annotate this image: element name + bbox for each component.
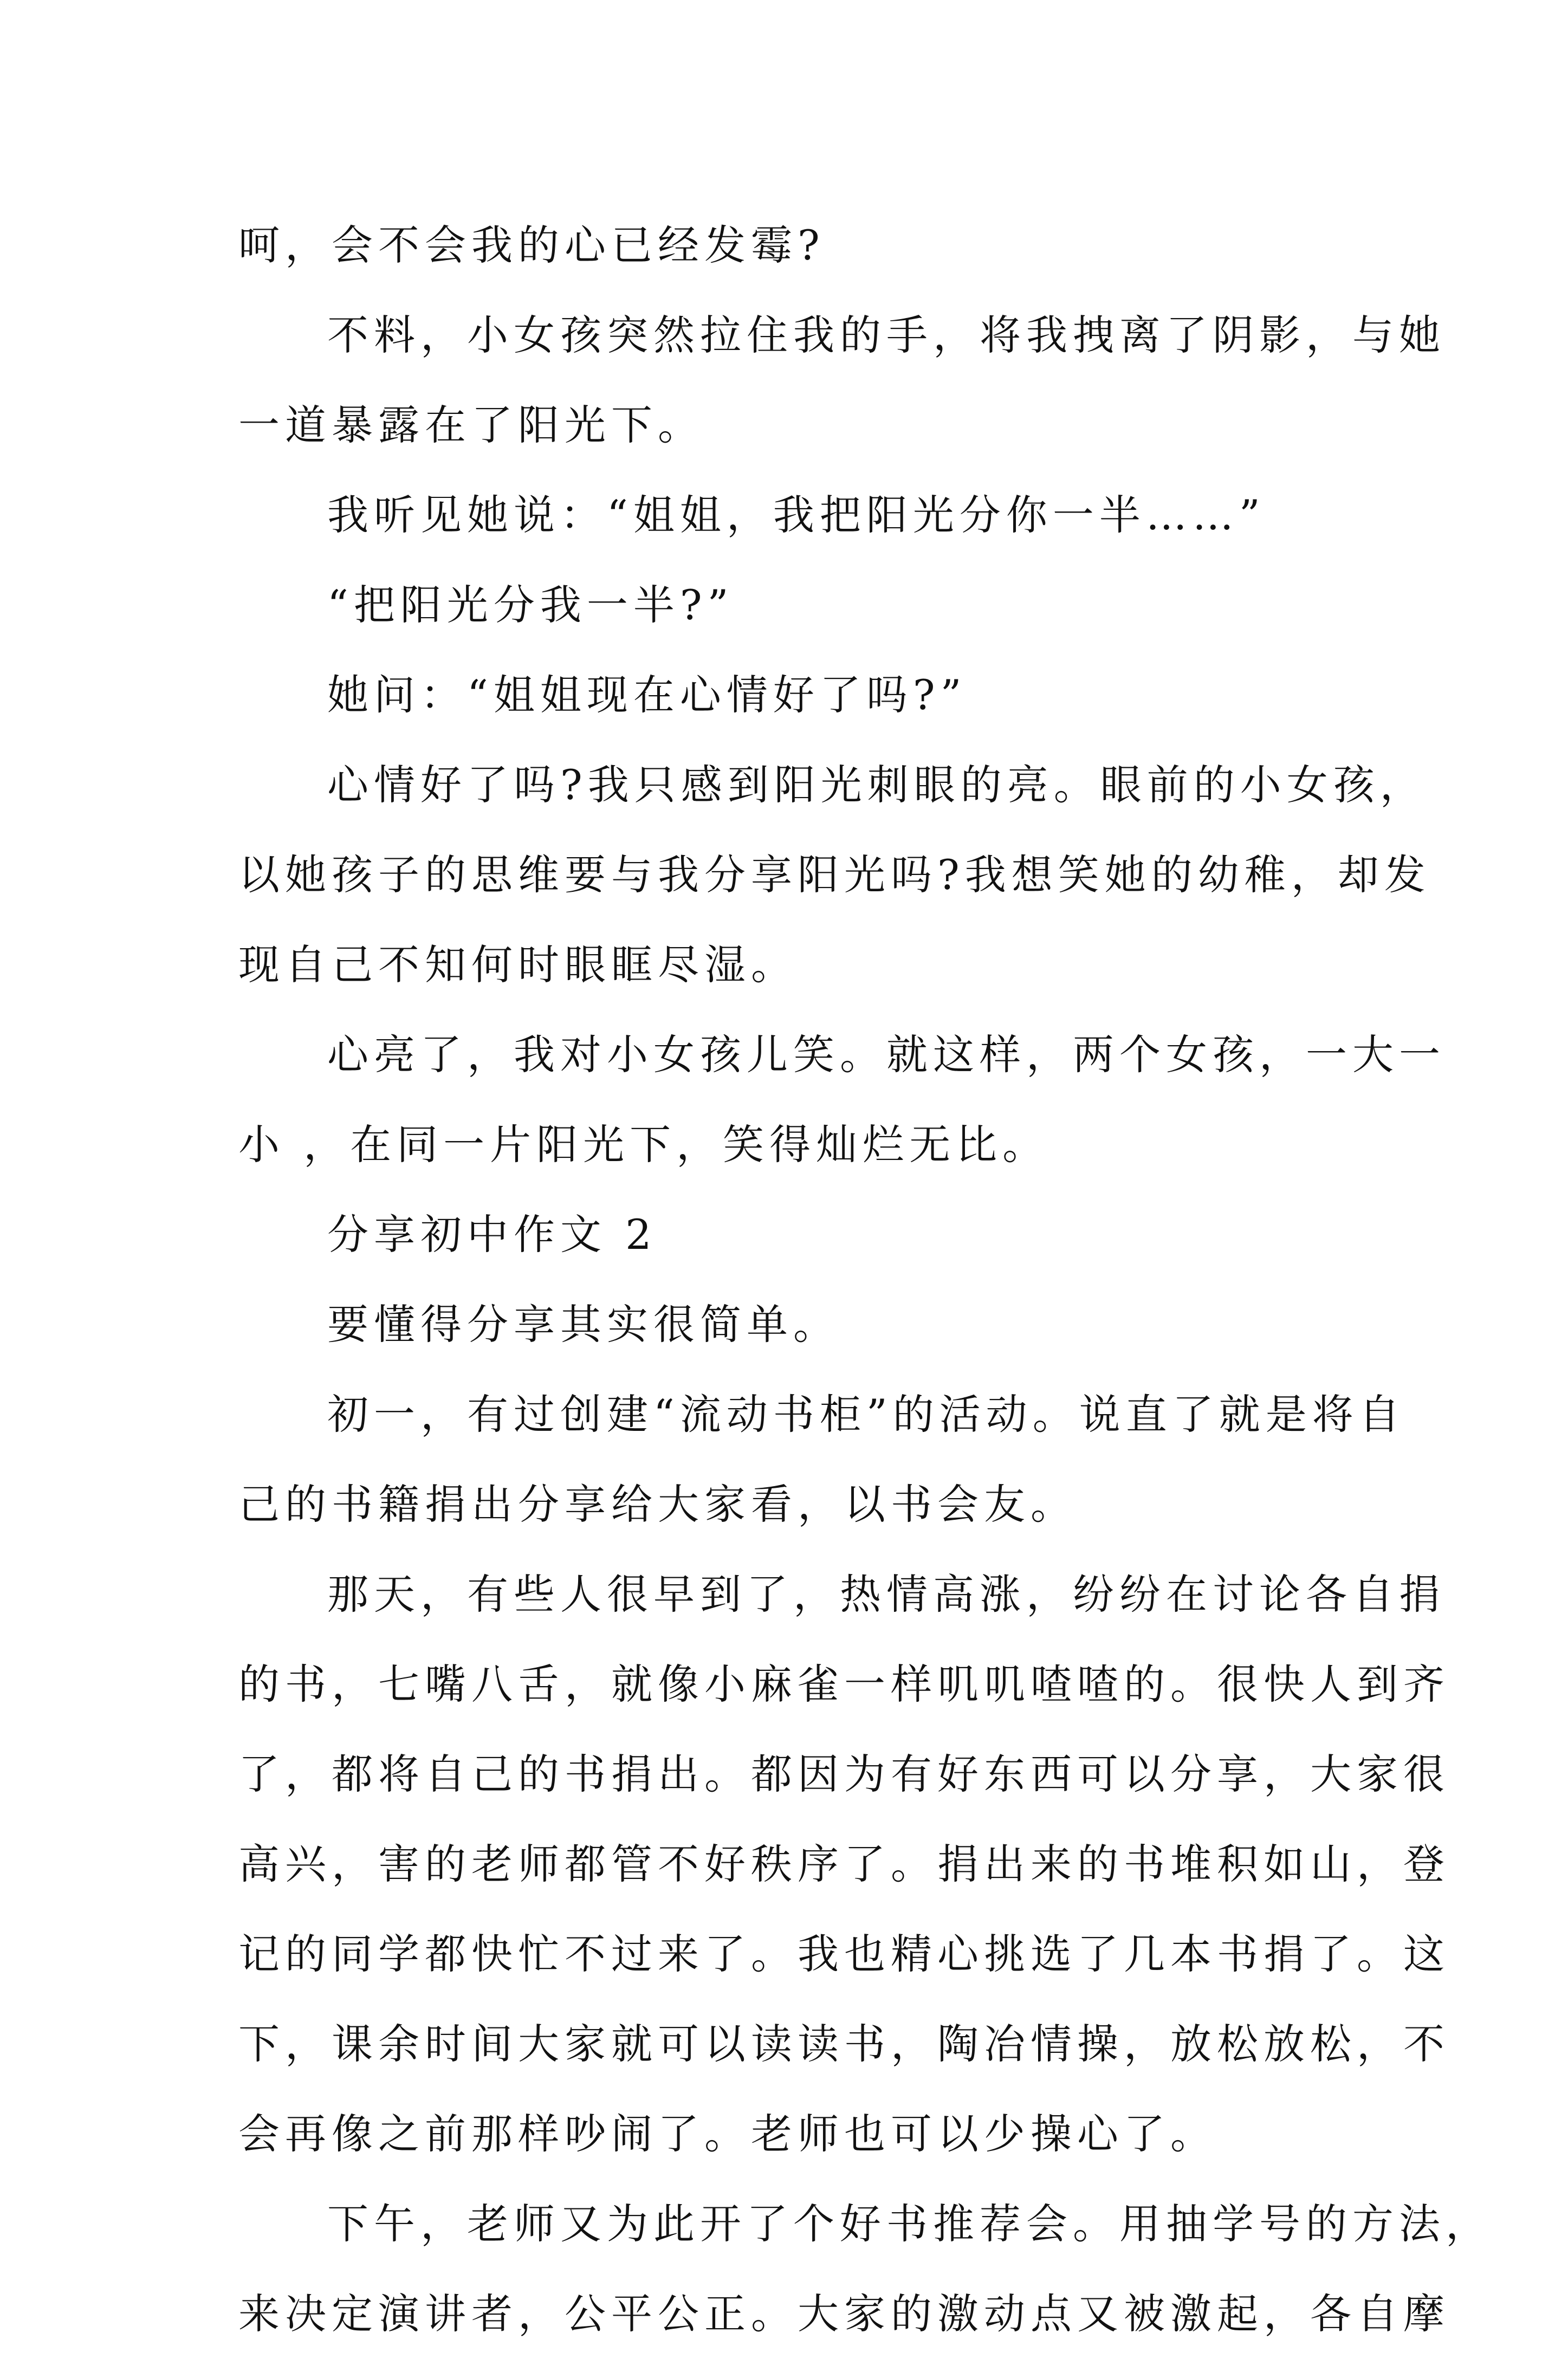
text-line: 己的书籍捐出分享给大家看，以书会友。 <box>238 1480 1077 1528</box>
text-line: 记的同学都快忙不过来了。我也精心挑选了几本书捐了。这 <box>238 1930 1450 1978</box>
text-line: 以她孩子的思维要与我分享阳光吗?我想笑她的幼稚，却发 <box>238 851 1431 899</box>
text-line: 下，课余时间大家就可以读读书，陶冶情操，放松放松，不 <box>238 2020 1450 2068</box>
section-heading: 分享初中作文 2 <box>327 1210 657 1259</box>
text-line: 要懂得分享其实很简单。 <box>327 1300 840 1349</box>
text-line: 她问：“姐姐现在心情好了吗?” <box>327 671 967 719</box>
text-line: 下午，老师又为此开了个好书推荐会。用抽学号的方法， <box>327 2200 1492 2248</box>
text-line: 心亮了，我对小女孩儿笑。就这样，两个女孩，一大一 <box>327 1031 1446 1079</box>
text-line: “把阳光分我一半?” <box>327 581 734 629</box>
text-line: 那天，有些人很早到了，热情高涨，纷纷在讨论各自捐 <box>327 1570 1446 1618</box>
text-line: 一道暴露在了阳光下。 <box>238 401 704 449</box>
text-line: 了，都将自己的书捐出。都因为有好东西可以分享，大家很 <box>238 1750 1450 1798</box>
text-line: 心情好了吗?我只感到阳光刺眼的亮。眼前的小女孩， <box>327 761 1427 809</box>
text-line: 的书，七嘴八舌，就像小麻雀一样叽叽喳喳的。很快人到齐 <box>238 1660 1450 1708</box>
text-line: 会再像之前那样吵闹了。老师也可以少操心了。 <box>238 2110 1217 2158</box>
text-line: 现自己不知何时眼眶尽湿。 <box>238 941 798 989</box>
text-line: 呵，会不会我的心已经发霉? <box>238 221 825 269</box>
essay-body <box>238 200 1492 2359</box>
text-line: 来决定演讲者，公平公正。大家的激动点又被激起，各自摩 <box>238 2290 1450 2338</box>
text-line: 不料，小女孩突然拉住我的手，将我拽离了阴影，与她 <box>327 311 1446 359</box>
text-line: 初一，有过创建“流动书柜”的活动。说直了就是将自 <box>327 1390 1405 1438</box>
text-line: 高兴，害的老师都管不好秩序了。捐出来的书堆积如山，登 <box>238 1840 1450 1888</box>
text-line: 小 ，在同一片阳光下，笑得灿烂无比。 <box>238 1120 1049 1169</box>
text-line: 我听见她说：“姐姐，我把阳光分你一半……” <box>327 491 1266 539</box>
